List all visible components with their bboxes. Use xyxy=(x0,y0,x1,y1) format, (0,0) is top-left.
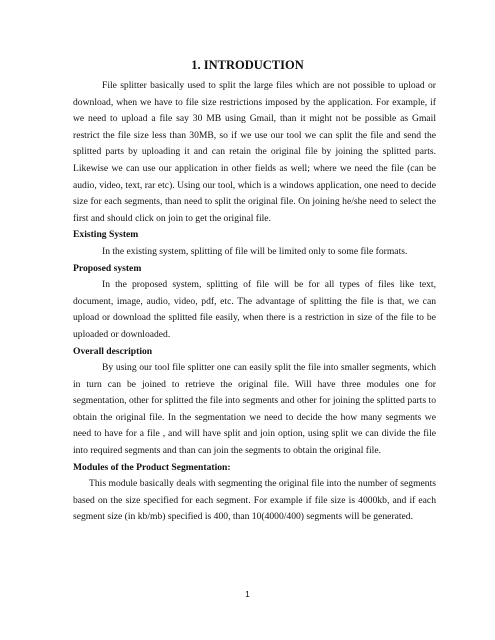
overall-description-paragraph: By using our tool file splitter one can easily split the file into smaller segments, which in turn can be joined to retrieve the original file. Will have three modules one for segmentation, other for splitted the file into segments and other for joining the splitted parts to obtain the original file. In the segmentation we need to decide the how many segments we need to have for a file , and will have split and join option, using split we can divide the file into required segments and than can join the segments to obtain the original file. xyxy=(73,362,436,457)
existing-system-heading: Existing System xyxy=(73,229,139,241)
document-body xyxy=(73,78,436,526)
page-number: 1 xyxy=(245,589,250,599)
intro-paragraph: File splitter basically used to split the large files which are not possible to upload or download, when we have to file size restrictions imposed by the application. For example, if we need to upload a file say 30 MB using Gmail, than it might not be possible as Gmail restrict the file size less than 30MB, so if we use our tool we can split the file and send the splitted parts by uploading it and can retain the original file by joining the splitted parts. Likewise we can use our application in other fields as well; where we need the file (can be audio, video, text, rar etc). Using our tool, which is a windows application, one need to decide size for each segments, than need to split the original file. On joining he/she need to select the first and should click on join to get the original file. xyxy=(73,80,436,224)
modules-paragraph: This module basically deals with segmenting the original file into the number of segments based on the size specified for each segment. For example if file size is 4000kb, and if each segment size (in kb/mb) specified is 400, than 10(4000/400) segments will be generated. xyxy=(73,478,436,523)
existing-system-paragraph: In the existing system, splitting of file will be limited only to some file formats. xyxy=(102,245,408,257)
page-title: 1. INTRODUCTION xyxy=(191,58,304,72)
overall-description-heading: Overall description xyxy=(73,345,153,357)
proposed-system-heading: Proposed system xyxy=(73,262,142,274)
modules-heading: Modules of the Product Segmentation: xyxy=(73,461,231,473)
proposed-system-paragraph: In the proposed system, splitting of file will be for all types of files like text, document, image, audio, video, pdf, etc. The advantage of splitting the file is that, we can upload or download the splitted file easily, when there is a restriction in size of the file to be uploaded or downloaded. xyxy=(73,279,436,340)
